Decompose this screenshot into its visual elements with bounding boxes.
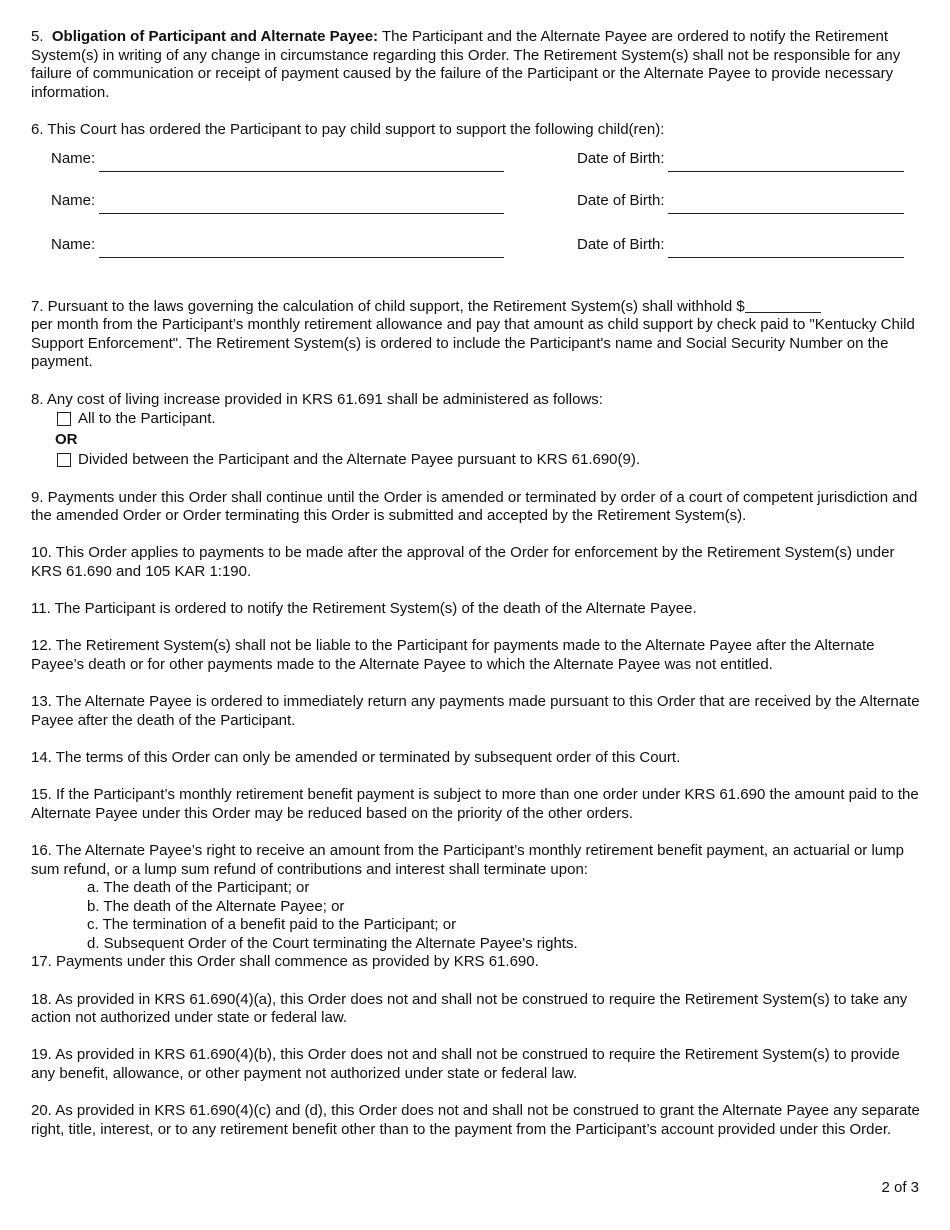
paragraph-5-heading: Obligation of Participant and Alternate Payee: — [51, 28, 379, 45]
paragraph-8: 8. Any cost of living increase provided in KRS 61.691 shall be administered as follows: — [31, 390, 603, 408]
list-item: c. The termination of a benefit paid to the Participant; or — [87, 916, 457, 934]
child-dob-field[interactable] — [668, 213, 904, 214]
option-label: Divided between the Participant and the Alternate Payee pursuant to KRS 61.690(9). — [78, 451, 641, 469]
child-name-label: Name: — [51, 191, 96, 209]
child-dob-label: Date of Birth: — [577, 191, 665, 209]
child-row-2 — [31, 192, 921, 232]
child-dob-field[interactable] — [668, 171, 904, 172]
document-page — [31, 28, 921, 1139]
paragraph-9: 9. Payments under this Order shall continue until the Order is amended or terminated by order of a court of competent jurisdiction and the amended Order or Order terminating this Order is submitted and accepted by the Retirement System(s). — [31, 488, 918, 525]
paragraph-18: 18. As provided in KRS 61.690(4)(a), this Order does not and shall not be construed to require the Retirement System(s) to take any action not authorized under state or federal law. — [31, 990, 908, 1027]
child-row-3 — [31, 236, 921, 276]
child-row-1 — [31, 150, 921, 190]
paragraph-15: 15. If the Participant’s monthly retirement benefit payment is subject to more than one order under KRS 61.690 the amount paid to the Alternate Payee under this Order may be reduced based on the priority of the other orders. — [31, 786, 919, 822]
paragraph-11: 11. The Participant is ordered to notify the Retirement System(s) of the death of the Alternate Payee. — [31, 600, 697, 618]
page-number: 2 of 3 — [881, 1179, 919, 1196]
list-item: b. The death of the Alternate Payee; or — [87, 897, 345, 915]
paragraph-7-before: 7. Pursuant to the laws governing the calculation of child support, the Retirement System(s) shall withhold $ — [31, 297, 745, 315]
paragraph-12: 12. The Retirement System(s) shall not be liable to the Participant for payments made to the Alternate Payee after the Alternate Payee’s death or for other payments made to the Alternate Payee to which the Alternate Payee was not entitled. — [31, 637, 875, 673]
paragraph-14: 14. The terms of this Order can only be amended or terminated by subsequent order of this Court. — [31, 748, 681, 766]
termination-conditions-list — [31, 879, 921, 953]
child-name-field[interactable] — [99, 257, 504, 258]
paragraph-19: 19. As provided in KRS 61.690(4)(b), this Order does not and shall not be construed to require the Retirement System(s) to provide any benefit, allowance, or other payment not authorized under state or federal law. — [31, 1046, 900, 1083]
paragraph-5 — [31, 28, 921, 102]
option-label: All to the Participant. — [78, 410, 216, 428]
paragraph-7 — [31, 298, 921, 372]
paragraph-16: 16. The Alternate Payee’s right to receive an amount from the Participant’s monthly retirement benefit payment, an actuarial or lump sum refund, or a lump sum refund of contributions and interest shall terminate upon: — [31, 841, 904, 878]
child-dob-field[interactable] — [668, 257, 904, 258]
paragraph-7-after: per month from the Participant’s monthly retirement allowance and pay that amount as child support by check paid to "Kentucky Child Support Enforcement". The Retirement System(s) is ordered to include the Participant's name and Social Security Number on the payment. — [31, 316, 915, 371]
list-item: a. The death of the Participant; or — [87, 879, 310, 897]
child-dob-label: Date of Birth: — [577, 149, 665, 167]
cola-option-divided[interactable] — [31, 450, 921, 471]
child-name-field[interactable] — [99, 171, 504, 172]
paragraph-10: 10. This Order applies to payments to be made after the approval of the Order for enforcement by the Retirement System(s) under KRS 61.690 and 105 KAR 1:190. — [31, 544, 895, 580]
cola-option-participant[interactable] — [31, 409, 921, 430]
or-label: OR — [55, 430, 78, 448]
children-list — [31, 144, 921, 282]
checkbox-all-to-participant[interactable] — [57, 412, 71, 426]
paragraph-5-number: 5. — [31, 28, 44, 45]
paragraph-6: 6. This Court has ordered the Participant to pay child support to support the following child(ren): — [31, 120, 665, 138]
child-name-label: Name: — [51, 235, 96, 253]
checkbox-divided[interactable] — [57, 453, 71, 467]
paragraph-5-text: The Participant and the Alternate Payee are ordered to notify the Retirement System(s) in writing of any change in circumstance regarding this Order. The Retirement System(s) shall not be responsible for any failure of communication or receipt of payment caused by the failure of the Participant or the Alternate Payee to provide necessary information. — [31, 28, 901, 101]
child-name-label: Name: — [51, 149, 96, 167]
withhold-amount-field[interactable] — [745, 298, 821, 313]
paragraph-20: 20. As provided in KRS 61.690(4)(c) and (d), this Order does not and shall not be construed to grant the Alternate Payee any separate right, title, interest, or to any retirement benefit other than to the payment from the Participant’s account provided under this Order. — [31, 1102, 920, 1138]
child-dob-label: Date of Birth: — [577, 235, 665, 253]
list-item: d. Subsequent Order of the Court terminating the Alternate Payee's rights. — [87, 934, 578, 952]
paragraph-13: 13. The Alternate Payee is ordered to immediately return any payments made pursuant to this Order that are received by the Alternate Payee after the death of the Participant. — [31, 693, 920, 729]
paragraph-17: 17. Payments under this Order shall commence as provided by KRS 61.690. — [31, 953, 539, 971]
child-name-field[interactable] — [99, 213, 504, 214]
